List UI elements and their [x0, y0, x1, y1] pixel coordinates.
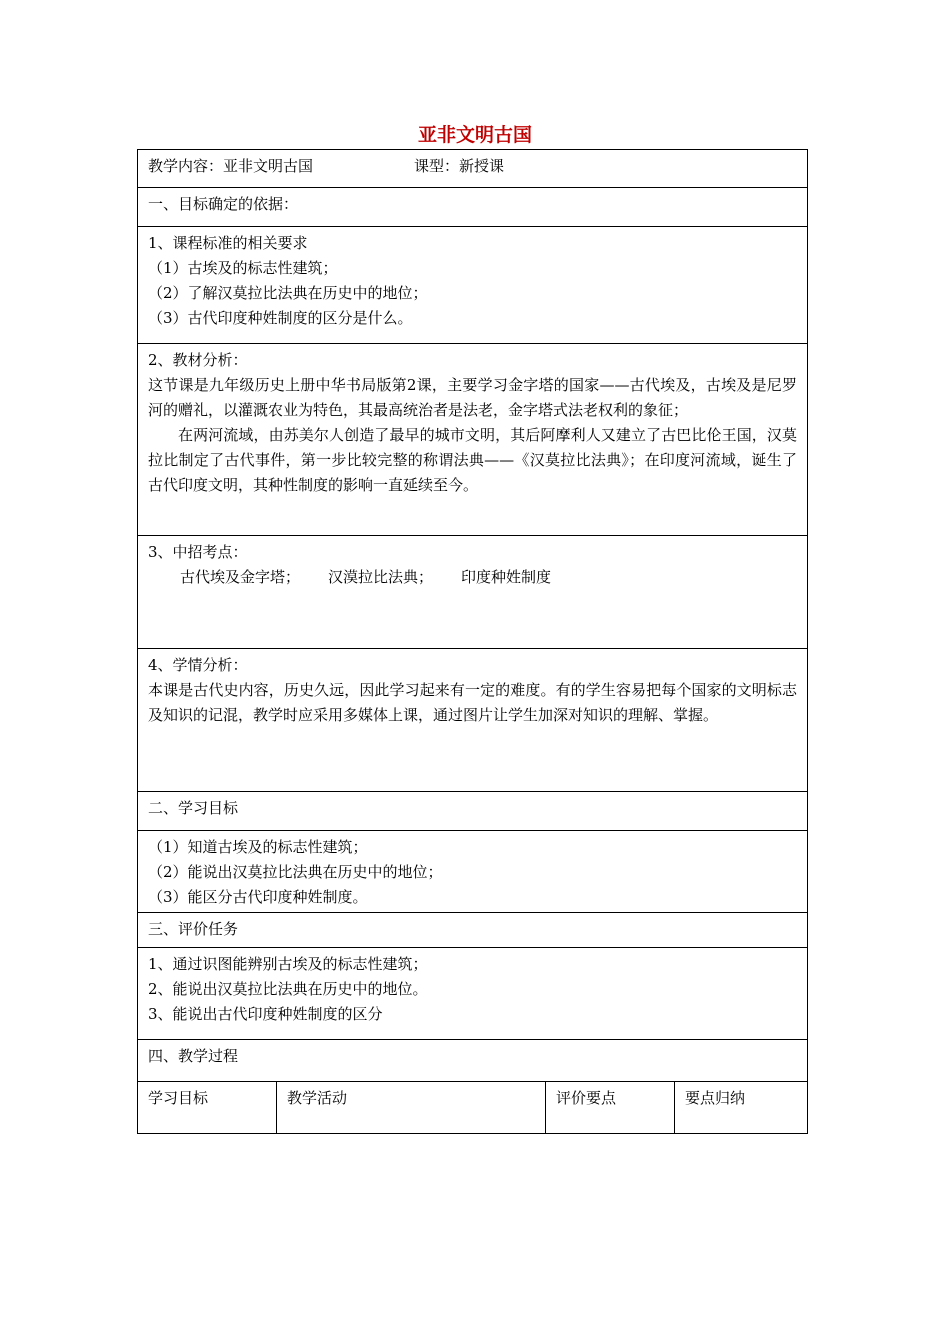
section4-heading: 四、教学过程	[148, 1047, 239, 1065]
objective-item: （1）知道古埃及的标志性建筑；	[148, 838, 368, 856]
evaluation-row	[138, 948, 807, 1040]
objectives-row	[138, 831, 807, 913]
evaluation-item: 2、能说出汉莫拉比法典在历史中的地位。	[148, 980, 428, 998]
learning-heading: 4、学情分析：	[148, 656, 248, 674]
objective-item: （3）能区分古代印度种姓制度。	[148, 888, 368, 906]
lesson-header-row	[138, 150, 807, 188]
section1-heading: 一、目标确定的依据：	[148, 195, 299, 213]
lesson-plan-table	[137, 149, 808, 1134]
exam-row	[138, 536, 807, 649]
process-column-header: 评价要点	[546, 1082, 675, 1133]
process-header-row	[138, 1082, 807, 1133]
process-column-header: 教学活动	[277, 1082, 546, 1133]
objective-item: （2）能说出汉莫拉比法典在历史中的地位；	[148, 863, 443, 881]
textbook-row	[138, 344, 807, 536]
curriculum-row	[138, 227, 807, 344]
curriculum-item: （2）了解汉莫拉比法典在历史中的地位；	[148, 284, 428, 302]
learning-row	[138, 649, 807, 792]
process-column-header: 要点归纳	[685, 1089, 746, 1107]
exam-points	[148, 565, 797, 590]
curriculum-item: （3）古代印度种姓制度的区分是什么。	[148, 309, 413, 327]
exam-point: 古代埃及金字塔；	[180, 568, 301, 586]
evaluation-item: 1、通过识图能辨别古埃及的标志性建筑；	[148, 955, 428, 973]
evaluation-item: 3、能说出古代印度种姓制度的区分	[148, 1005, 383, 1023]
textbook-paragraph: 在两河流域，由苏美尔人创造了最早的城市文明，其后阿摩利人又建立了古巴比伦王国，汉莫拉比制定了古代事件，第一步比较完整的称谓法典——《汉莫拉比法典》；在印度河流域，诞生了古代印度文明，其种性制度的影响一直延续至今。	[148, 426, 797, 494]
curriculum-item: （1）古埃及的标志性建筑；	[148, 259, 338, 277]
textbook-paragraph: 这节课是九年级历史上册中华书局版第2课，主要学习金字塔的国家——古代埃及，古埃及是尼罗河的赠礼，以灌溉农业为特色，其最高统治者是法老，金字塔式法老权利的象征；	[148, 376, 797, 419]
section1-heading-row	[138, 188, 807, 227]
type-label: 课型：新授课	[414, 157, 505, 175]
curriculum-heading: 1、课程标准的相关要求	[148, 234, 308, 252]
content-label: 教学内容：亚非文明古国	[148, 157, 314, 175]
learning-paragraph: 本课是古代史内容，历史久远，因此学习起来有一定的难度。有的学生容易把每个国家的文明标志及知识的记混，教学时应采用多媒体上课，通过图片让学生加深对知识的理解、掌握。	[148, 681, 797, 724]
section4-heading-row	[138, 1040, 807, 1082]
section2-heading: 二、学习目标	[148, 799, 239, 817]
exam-point: 印度种姓制度	[461, 568, 552, 586]
process-column-header: 学习目标	[138, 1082, 277, 1133]
document-title: 亚非文明古国	[417, 124, 532, 146]
section3-heading: 三、评价任务	[148, 920, 239, 938]
section3-heading-row	[138, 913, 807, 948]
exam-point: 汉漠拉比法典；	[328, 568, 434, 586]
exam-heading: 3、中招考点：	[148, 543, 248, 561]
textbook-heading: 2、教材分析：	[148, 351, 248, 369]
section2-heading-row	[138, 792, 807, 831]
